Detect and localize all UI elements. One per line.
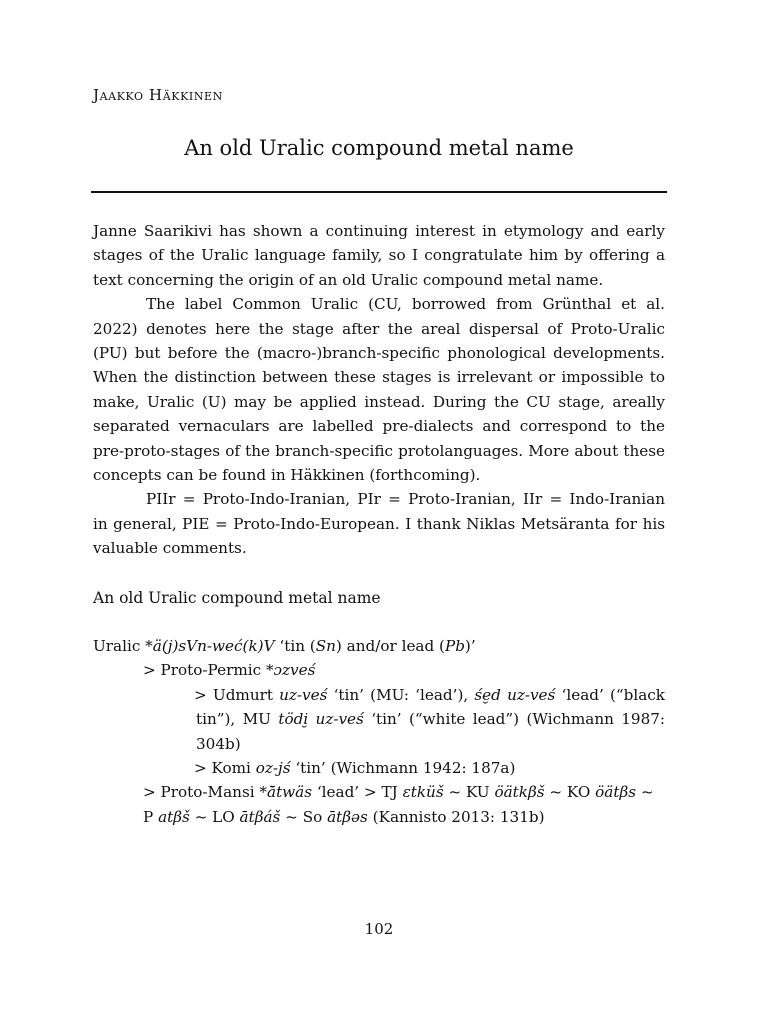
udmurt-line — [196, 683, 665, 756]
ku-form: öätkβš — [494, 783, 545, 802]
uralic-gloss: ‘tin ( — [279, 637, 316, 655]
so-label: ~ So — [285, 807, 323, 826]
udmurt-form-3: tödi̮ uz-veś — [278, 710, 364, 729]
uralic-gloss-mid: ) and/or lead ( — [335, 637, 445, 655]
author-name: Jaakko Häkkinen — [93, 86, 223, 104]
ko-form: öätβs — [595, 783, 637, 802]
ko-label: ~ KO — [549, 783, 591, 802]
page-number: 102 — [364, 920, 394, 938]
mansi-gloss: ‘lead’ > TJ — [316, 783, 398, 802]
so-form: ātβəs — [327, 807, 368, 826]
permic-label: > Proto-Permic — [143, 661, 262, 680]
mansi-form: *ā̆twäs — [259, 783, 313, 802]
article-title: An old Uralic compound metal name — [184, 136, 574, 160]
komi-form: oz-jś — [255, 759, 291, 778]
title-rule — [91, 191, 667, 193]
komi-gloss: ‘tin’ (Wichmann 1942: 187a) — [295, 759, 516, 778]
permic-form: *ɔzveś — [265, 661, 316, 680]
lo-label: ~ LO — [194, 807, 235, 826]
uralic-form: *ä(j)sVn-weć(k)V — [145, 637, 275, 655]
udmurt-form: uz-veś — [279, 685, 328, 704]
intro-paragraph-3: PIIr = Proto-Indo-Iranian, PIr = Proto-Iranian, IIr = Indo-Iranian in general, PIE = Proto-Indo-European. I thank Niklas Metsäranta for his valuable comments. — [93, 490, 665, 558]
uralic-label: Uralic — [93, 637, 141, 655]
p-label: ~ P — [143, 783, 654, 826]
tj-form: ɛtküš — [402, 783, 444, 802]
intro-paragraph-2: The label Common Uralic (CU, borrowed from Grünthal et al. 2022) denotes here the stage after the areal dispersal of Proto-Uralic (PU) but before the (macro-)branch-specific phonological developments. When the distinction between these stages is irrelevant or impossible to make, Uralic (U) may be applied instead. During the CU stage, areally separated vernaculars are labelled pre-dialects and correspond to the pre-proto-stages of the branch-specific protolanguages. More about these concepts can be found in Häkkinen (forthcoming). — [93, 295, 665, 485]
mansi-source: (Kannisto 2013: 131b) — [372, 807, 545, 826]
udmurt-form-2: śe̮d uz-veś — [474, 685, 556, 704]
udmurt-gloss-3: ‘tin’ (“white lead”) (Wichmann 1987: 304b) — [196, 710, 666, 753]
komi-label: > Komi — [194, 759, 251, 778]
intro-text — [93, 219, 665, 561]
komi-line — [196, 756, 665, 780]
udmurt-gloss: ‘tin’ (MU: ‘lead’), — [333, 685, 469, 704]
uralic-gloss-end: )’ — [464, 637, 476, 655]
lo-form: ātβáš — [239, 807, 281, 826]
lead-symbol: Pb — [444, 637, 465, 655]
ku-label: ~ KU — [448, 783, 490, 802]
mansi-line — [143, 780, 665, 829]
tin-symbol: Sn — [315, 637, 336, 655]
udmurt-label: > Udmurt — [194, 685, 273, 704]
etymology-entry — [93, 634, 665, 829]
intro-paragraph-1: Janne Saarikivi has shown a continuing interest in etymology and early stages of the Uralic language family, so I congratulate him by offering a text concerning the origin of an old Uralic compound metal name. — [93, 222, 665, 289]
section-heading: An old Uralic compound metal name — [93, 589, 381, 607]
mansi-label: > Proto-Mansi — [143, 783, 255, 802]
p-form: atβš — [158, 807, 190, 826]
uralic-line — [93, 634, 665, 658]
udmurt-gloss-2: ‘lead’ (“black tin”), MU — [196, 685, 665, 729]
permic-line — [143, 658, 665, 682]
